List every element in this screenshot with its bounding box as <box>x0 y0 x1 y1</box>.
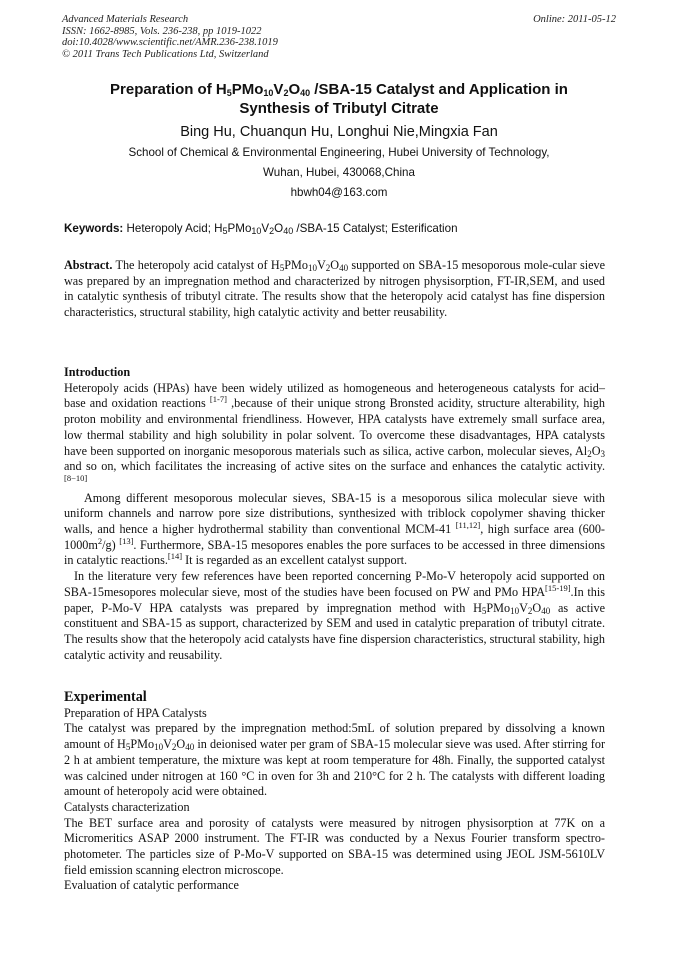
experimental-heading: Experimental <box>64 689 147 705</box>
subheading-characterization: Catalysts characterization <box>64 799 190 814</box>
introduction-section <box>64 365 605 663</box>
subheading-evaluation: Evaluation of catalytic performance <box>64 878 239 893</box>
title-line-1: Preparation of $H_5PMo_{10}V_2O_{40}$ /SBA-15 Catalyst and Application in <box>110 81 568 98</box>
journal-name: Advanced Materials Research <box>62 14 189 25</box>
journal-header <box>62 14 616 60</box>
author-email: hbwh04@163.com <box>290 186 388 199</box>
introduction-heading: Introduction <box>64 365 131 379</box>
intro-paragraph-3: In the literature very few references have been reported concerning P-Mo-V heteropoly acid supported on SBA-15mesopores molecular sieve, most of the studies have been focused on PW and PMo HPA[15-19].In this paper, P-Mo-V HPA catalysts was prepared by impregnation method with $H_5PMo_{10}V_2O_{40}$ as active constituent and SBA-15 as support, characterized by SEM and used in catalytic preparation of tributyl citrate. The results show that the heteropoly acid catalysts have fine dispersion characteristics, structural stability, high catalytic activity and reusability. <box>64 569 605 662</box>
authors: Bing Hu, Chuanqun Hu, Longhui Nie,Mingxia Fan <box>180 124 498 140</box>
intro-paragraph-1: Heteropoly acids (HPAs) have been widely utilized as homogeneous and heterogeneous catalysts for acid–base and oxidation reactions [1-7] ,because of their unique strong Bronsted acidity, structure alterability, high proton mobility and environmental friendliness. However, HPA catalysts have extremely small surface area, low thermal stability and high solubility in polar solvent. To overcome these disadvantages, HPA catalysts have been supported on inorganic mesoporous materials such as silica, active carbon, molecular sieves, $Al_2O_3$ and so on, which facilitates the increasing of active sites on the surface and enhances the catalytic activity. [8−10] <box>64 380 605 483</box>
experimental-section <box>64 690 605 894</box>
abstract: Abstract. The heteropoly acid catalyst of $H_5PMo_{10}V_2O_{40}$ supported on SBA-15 mesoporous mole-cular sieve was prepared by an impregnation method and characterized by nitrogen physisorption, FT-IR,SEM, and used in catalytic synthesis of tributyl citrate. The results show that the heteropoly acid catalyst has fine dispersion characteristics, structural stability, high catalytic activity and better reusability. <box>64 258 606 320</box>
keywords-label: Keywords: <box>64 222 124 235</box>
issn-line: ISSN: 1662-8985, Vols. 236-238, pp 1019-1022 <box>62 25 262 37</box>
paper-title <box>62 80 616 118</box>
keywords: Keywords: Heteropoly Acid; $H_5PMo_{10}V_2O_{40}$ /SBA-15 Catalyst; Esterification <box>64 222 458 236</box>
intro-paragraph-2: Among different mesoporous molecular sieves, SBA-15 is a mesoporous silica molecular sieve with uniform channels and narrow pore size distributions, synthesized with triblock copolymer shaving thicker walls, and hence a higher hydrothermal stability than conventional MCM-41 [11,12], high surface area $(600-1000m^2/g)$ [13]. Furthermore, SBA-15 mesopores enables the pore surfaces to be accessed in three dimensions in catalytic reactions.[14] It is regarded as an excellent catalyst support. <box>64 490 605 568</box>
affiliation-line-2: Wuhan, Hubei, 430068,China <box>263 166 415 179</box>
title-line-2: Synthesis of Tributyl Citrate <box>239 100 439 117</box>
experimental-paragraph-2: The BET surface area and porosity of catalysts were measured by nitrogen physisorption at 77K on a Micromeritics ASAP 2000 instrument. The FT-IR was conducted by a Nexus Fourier transform spectro- photometer. The particles size of P-Mo-V supported on SBA-15 was determined using JEOL JSM-5610LV field emission scanning electron microscope. <box>64 815 605 877</box>
abstract-label: Abstract. <box>64 258 113 272</box>
experimental-paragraph-1: The catalyst was prepared by the impregnation method:5mL of solution prepared by dissolving a known amount of $H_5PMo_{10}V_2O_{40}$ in deionised water per gram of SBA-15 molecular sieve was used. After stirring for 2 h at ambient temperature, the mixture was kept at room temperature for 48h. Finally, the supported catalyst was calcined under nitrogen at 160 °C in oven for 3h and 210°C for 2 h. The catalysts with different loading amount of heteropoly acid were obtained. <box>64 721 605 799</box>
doi-line: doi:10.4028/www.scientific.net/AMR.236-238.1019 <box>62 37 278 49</box>
online-date: Online: 2011-05-12 <box>533 14 616 25</box>
subheading-preparation: Preparation of HPA Catalysts <box>64 705 207 720</box>
affiliation-line-1: School of Chemical & Environmental Engineering, Hubei University of Technology, <box>128 146 550 159</box>
copyright-line: © 2011 Trans Tech Publications Ltd, Switzerland <box>62 48 269 60</box>
